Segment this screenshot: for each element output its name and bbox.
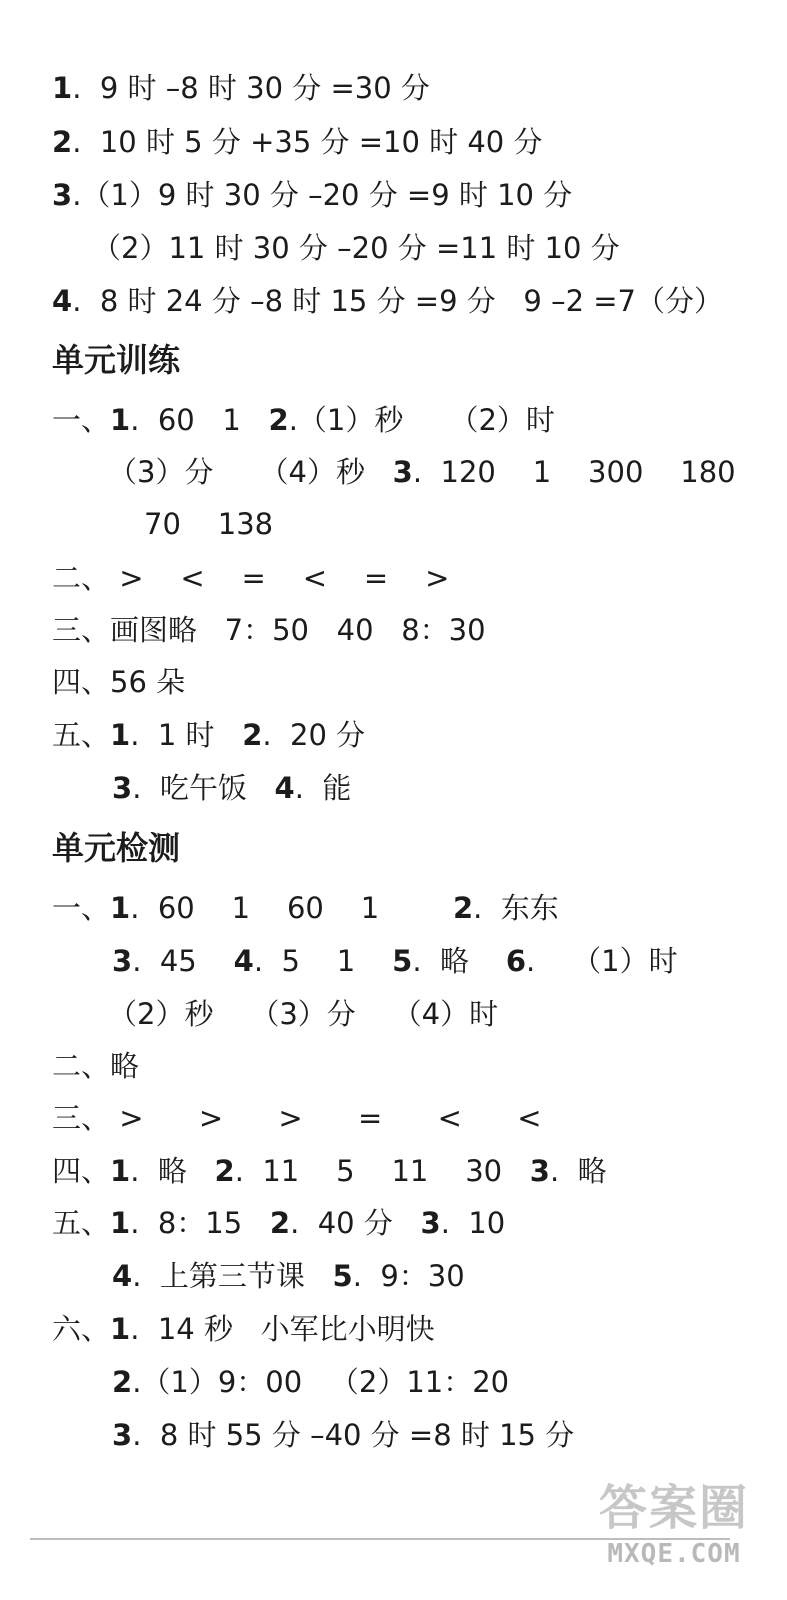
line-text: 一、 bbox=[52, 891, 111, 925]
line-text: （3）分 （4）秒 bbox=[108, 455, 393, 489]
answer-line bbox=[52, 1048, 139, 1084]
line-text: . 10 时 5 分 +35 分 =10 时 40 分 bbox=[72, 125, 543, 159]
answer-line bbox=[52, 402, 555, 438]
answer-line bbox=[112, 943, 678, 979]
item-number: 3 bbox=[112, 944, 133, 978]
item-number: 3 bbox=[112, 771, 133, 805]
item-number: 1 bbox=[110, 1312, 131, 1346]
item-number: 3 bbox=[52, 178, 73, 212]
line-text: . 吃午饭 bbox=[132, 771, 275, 805]
line-text: . 10 bbox=[440, 1206, 506, 1240]
line-text: . 45 bbox=[132, 944, 234, 978]
item-number: 1 bbox=[110, 403, 131, 437]
answer-line bbox=[52, 717, 365, 753]
line-text: . 能 bbox=[294, 771, 352, 805]
answer-line bbox=[52, 70, 430, 106]
line-text: . 60 1 60 1 bbox=[130, 891, 453, 925]
line-text: 五、 bbox=[52, 718, 111, 752]
item-number: 2 bbox=[452, 891, 474, 925]
line-text: . 120 1 300 180 bbox=[412, 455, 736, 489]
line-text: 四、 bbox=[52, 1154, 111, 1188]
answer-line bbox=[52, 1100, 542, 1136]
watermark-title: 答案圈 bbox=[598, 1480, 749, 1536]
answer-line bbox=[52, 612, 486, 648]
answer-line bbox=[52, 890, 559, 926]
line-text: .（1）9 时 30 分 –20 分 =9 时 10 分 bbox=[72, 178, 573, 212]
line-text: . 略 bbox=[130, 1154, 215, 1188]
answer-line bbox=[52, 1205, 505, 1241]
line-text: .（1）9：00 （2）11：20 bbox=[132, 1365, 510, 1399]
item-number: 3 bbox=[392, 455, 413, 489]
item-number: 1 bbox=[110, 1154, 131, 1188]
line-text: . 5 1 bbox=[253, 944, 393, 978]
item-number: 4 bbox=[52, 284, 73, 318]
item-number: 1 bbox=[52, 71, 73, 105]
answer-line bbox=[108, 996, 498, 1032]
item-number: 6 bbox=[505, 944, 527, 978]
answer-line bbox=[52, 124, 542, 160]
line-text: . 略 bbox=[549, 1154, 607, 1188]
answer-line bbox=[52, 1311, 435, 1347]
item-number: 3 bbox=[529, 1154, 550, 1188]
item-number: 2 bbox=[214, 1154, 235, 1188]
watermark-url: MXQE.COM bbox=[607, 1539, 741, 1569]
item-number: 3 bbox=[112, 1418, 133, 1452]
item-number: 1 bbox=[110, 891, 131, 925]
watermark-logo bbox=[579, 1478, 769, 1598]
section-heading: 单元检测 bbox=[52, 829, 181, 867]
line-text: 二、 > < = < = > bbox=[52, 561, 450, 595]
line-text: . 东东 bbox=[473, 891, 559, 925]
answer-line bbox=[144, 506, 273, 542]
item-number: 1 bbox=[110, 1206, 131, 1240]
answer-line bbox=[112, 1364, 509, 1400]
answer-line bbox=[112, 1258, 465, 1294]
item-number: 5 bbox=[392, 944, 413, 978]
line-text: . 60 1 bbox=[130, 403, 269, 437]
item-number: 2 bbox=[268, 403, 289, 437]
answer-line bbox=[92, 230, 620, 266]
item-number: 2 bbox=[52, 125, 73, 159]
answer-line bbox=[52, 177, 572, 213]
line-text: . 40 分 bbox=[290, 1206, 421, 1240]
item-number: 3 bbox=[420, 1206, 441, 1240]
line-text: . 8 时 55 分 –40 分 =8 时 15 分 bbox=[132, 1418, 575, 1452]
line-text: . 20 分 bbox=[262, 718, 366, 752]
item-number: 4 bbox=[112, 1259, 133, 1293]
line-text: （2）秒 （3）分 （4）时 bbox=[108, 997, 499, 1031]
item-number: 5 bbox=[332, 1259, 353, 1293]
answer-line bbox=[52, 560, 449, 596]
line-text: 四、56 朵 bbox=[52, 665, 186, 699]
answer-line bbox=[108, 454, 736, 490]
line-text: . 9 时 –8 时 30 分 =30 分 bbox=[72, 71, 430, 105]
line-text: .（1）秒 （2）时 bbox=[288, 403, 555, 437]
line-text: . 上第三节课 bbox=[132, 1259, 333, 1293]
item-number: 4 bbox=[233, 944, 254, 978]
line-text: . 9：30 bbox=[352, 1259, 465, 1293]
line-text: . 略 bbox=[412, 944, 506, 978]
item-number: 1 bbox=[110, 718, 131, 752]
answer-line bbox=[112, 1417, 574, 1453]
line-text: . 14 秒 小军比小明快 bbox=[130, 1312, 435, 1346]
line-text: 六、 bbox=[52, 1312, 111, 1346]
item-number: 2 bbox=[269, 1206, 291, 1240]
line-text: 五、 bbox=[52, 1206, 111, 1240]
answer-line bbox=[52, 283, 723, 319]
line-text: . （1）时 bbox=[526, 944, 678, 978]
line-text: 三、 > > > = < < bbox=[52, 1101, 542, 1135]
line-text: 70 138 bbox=[144, 507, 274, 541]
answer-line bbox=[52, 1153, 607, 1189]
line-text: . 8：15 bbox=[130, 1206, 270, 1240]
line-text: . 8 时 24 分 –8 时 15 分 =9 分 9 –2 =7（分） bbox=[72, 284, 724, 318]
line-text: （2）11 时 30 分 –20 分 =11 时 10 分 bbox=[92, 231, 620, 265]
line-text: 一、 bbox=[52, 403, 111, 437]
line-text: 二、略 bbox=[52, 1049, 140, 1083]
section-heading: 单元训练 bbox=[52, 341, 181, 379]
answer-line bbox=[52, 664, 185, 700]
item-number: 2 bbox=[112, 1365, 133, 1399]
line-text: 三、画图略 7：50 40 8：30 bbox=[52, 613, 486, 647]
line-text: . 11 5 11 30 bbox=[234, 1154, 530, 1188]
item-number: 4 bbox=[274, 771, 295, 805]
answer-line bbox=[112, 770, 351, 806]
item-number: 2 bbox=[242, 718, 263, 752]
line-text: . 1 时 bbox=[130, 718, 243, 752]
